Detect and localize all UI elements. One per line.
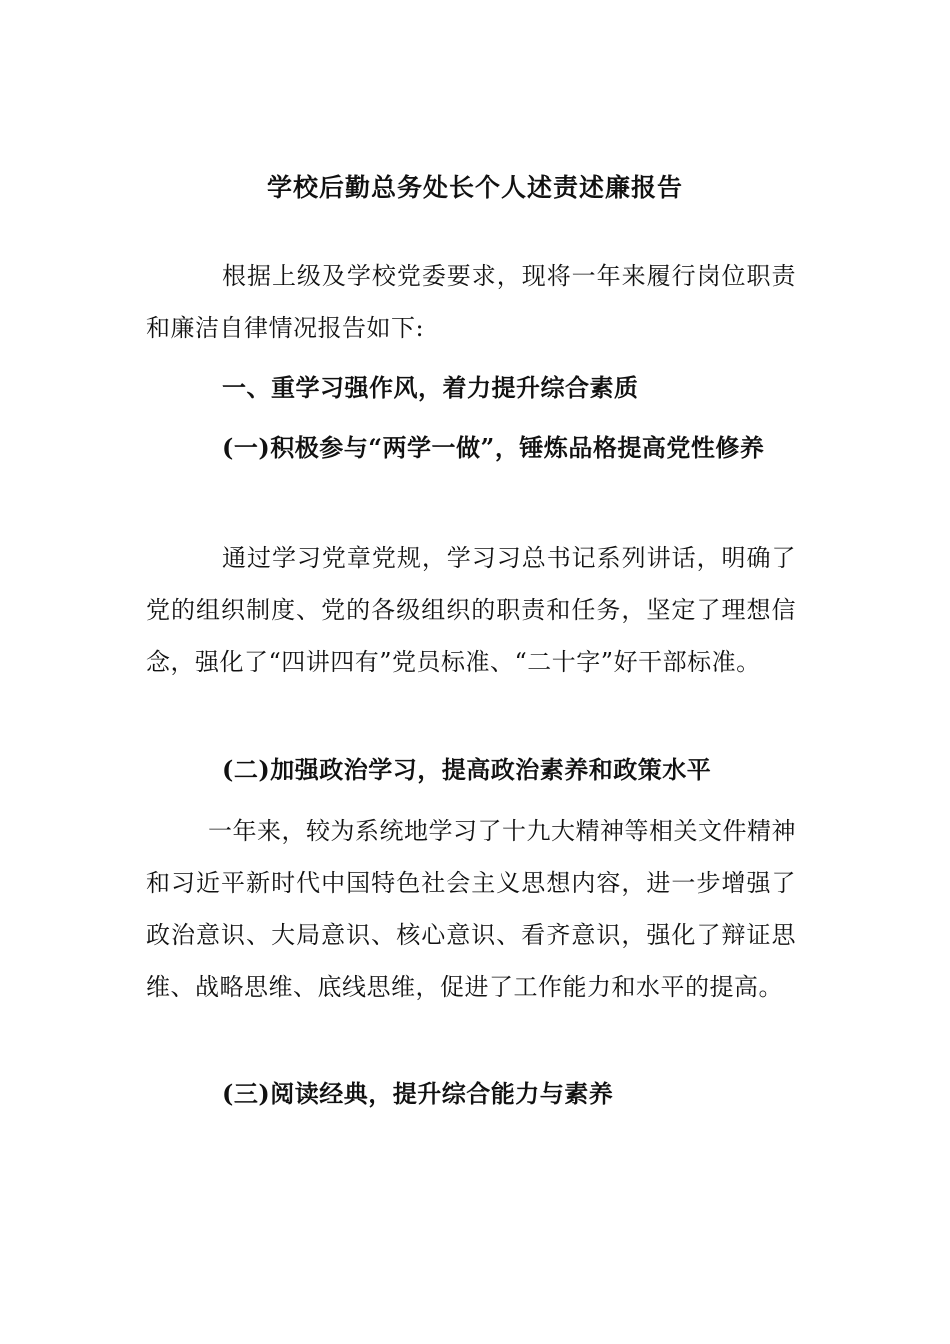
subsection-3-heading: (三)阅读经典，提升综合能力与素养 — [222, 1079, 614, 1108]
document-title: 学校后勤总务处长个人述责述廉报告 — [266, 173, 683, 202]
subsection-2-body: 一年来，较为系统地学习了十九大精神等相关文件精神和习近平新时代中国特色社会主义思想内容，进一步增强了政治意识、大局意识、核心意识、看齐意识，强化了辩证思维、战略思维、底线思维，促进了工作能力和水平的提高。 — [146, 817, 796, 1001]
subsection-2-heading: (二)加强政治学习，提高政治素养和政策水平 — [222, 755, 712, 784]
intro-paragraph: 根据上级及学校党委要求，现将一年来履行岗位职责和廉洁自律情况报告如下: — [146, 262, 796, 342]
subsection-1-heading: (一)积极参与“两学一做”，锤炼品格提高党性修养 — [222, 433, 765, 462]
section-1-heading: 一、重学习强作风，着力提升综合素质 — [222, 373, 639, 402]
subsection-1-body: 通过学习党章党规，学习习总书记系列讲话，明确了党的组织制度、党的各级组织的职责和任务，坚定了理想信念，强化了“四讲四有”党员标准、“二十字”好干部标准。 — [146, 544, 796, 676]
